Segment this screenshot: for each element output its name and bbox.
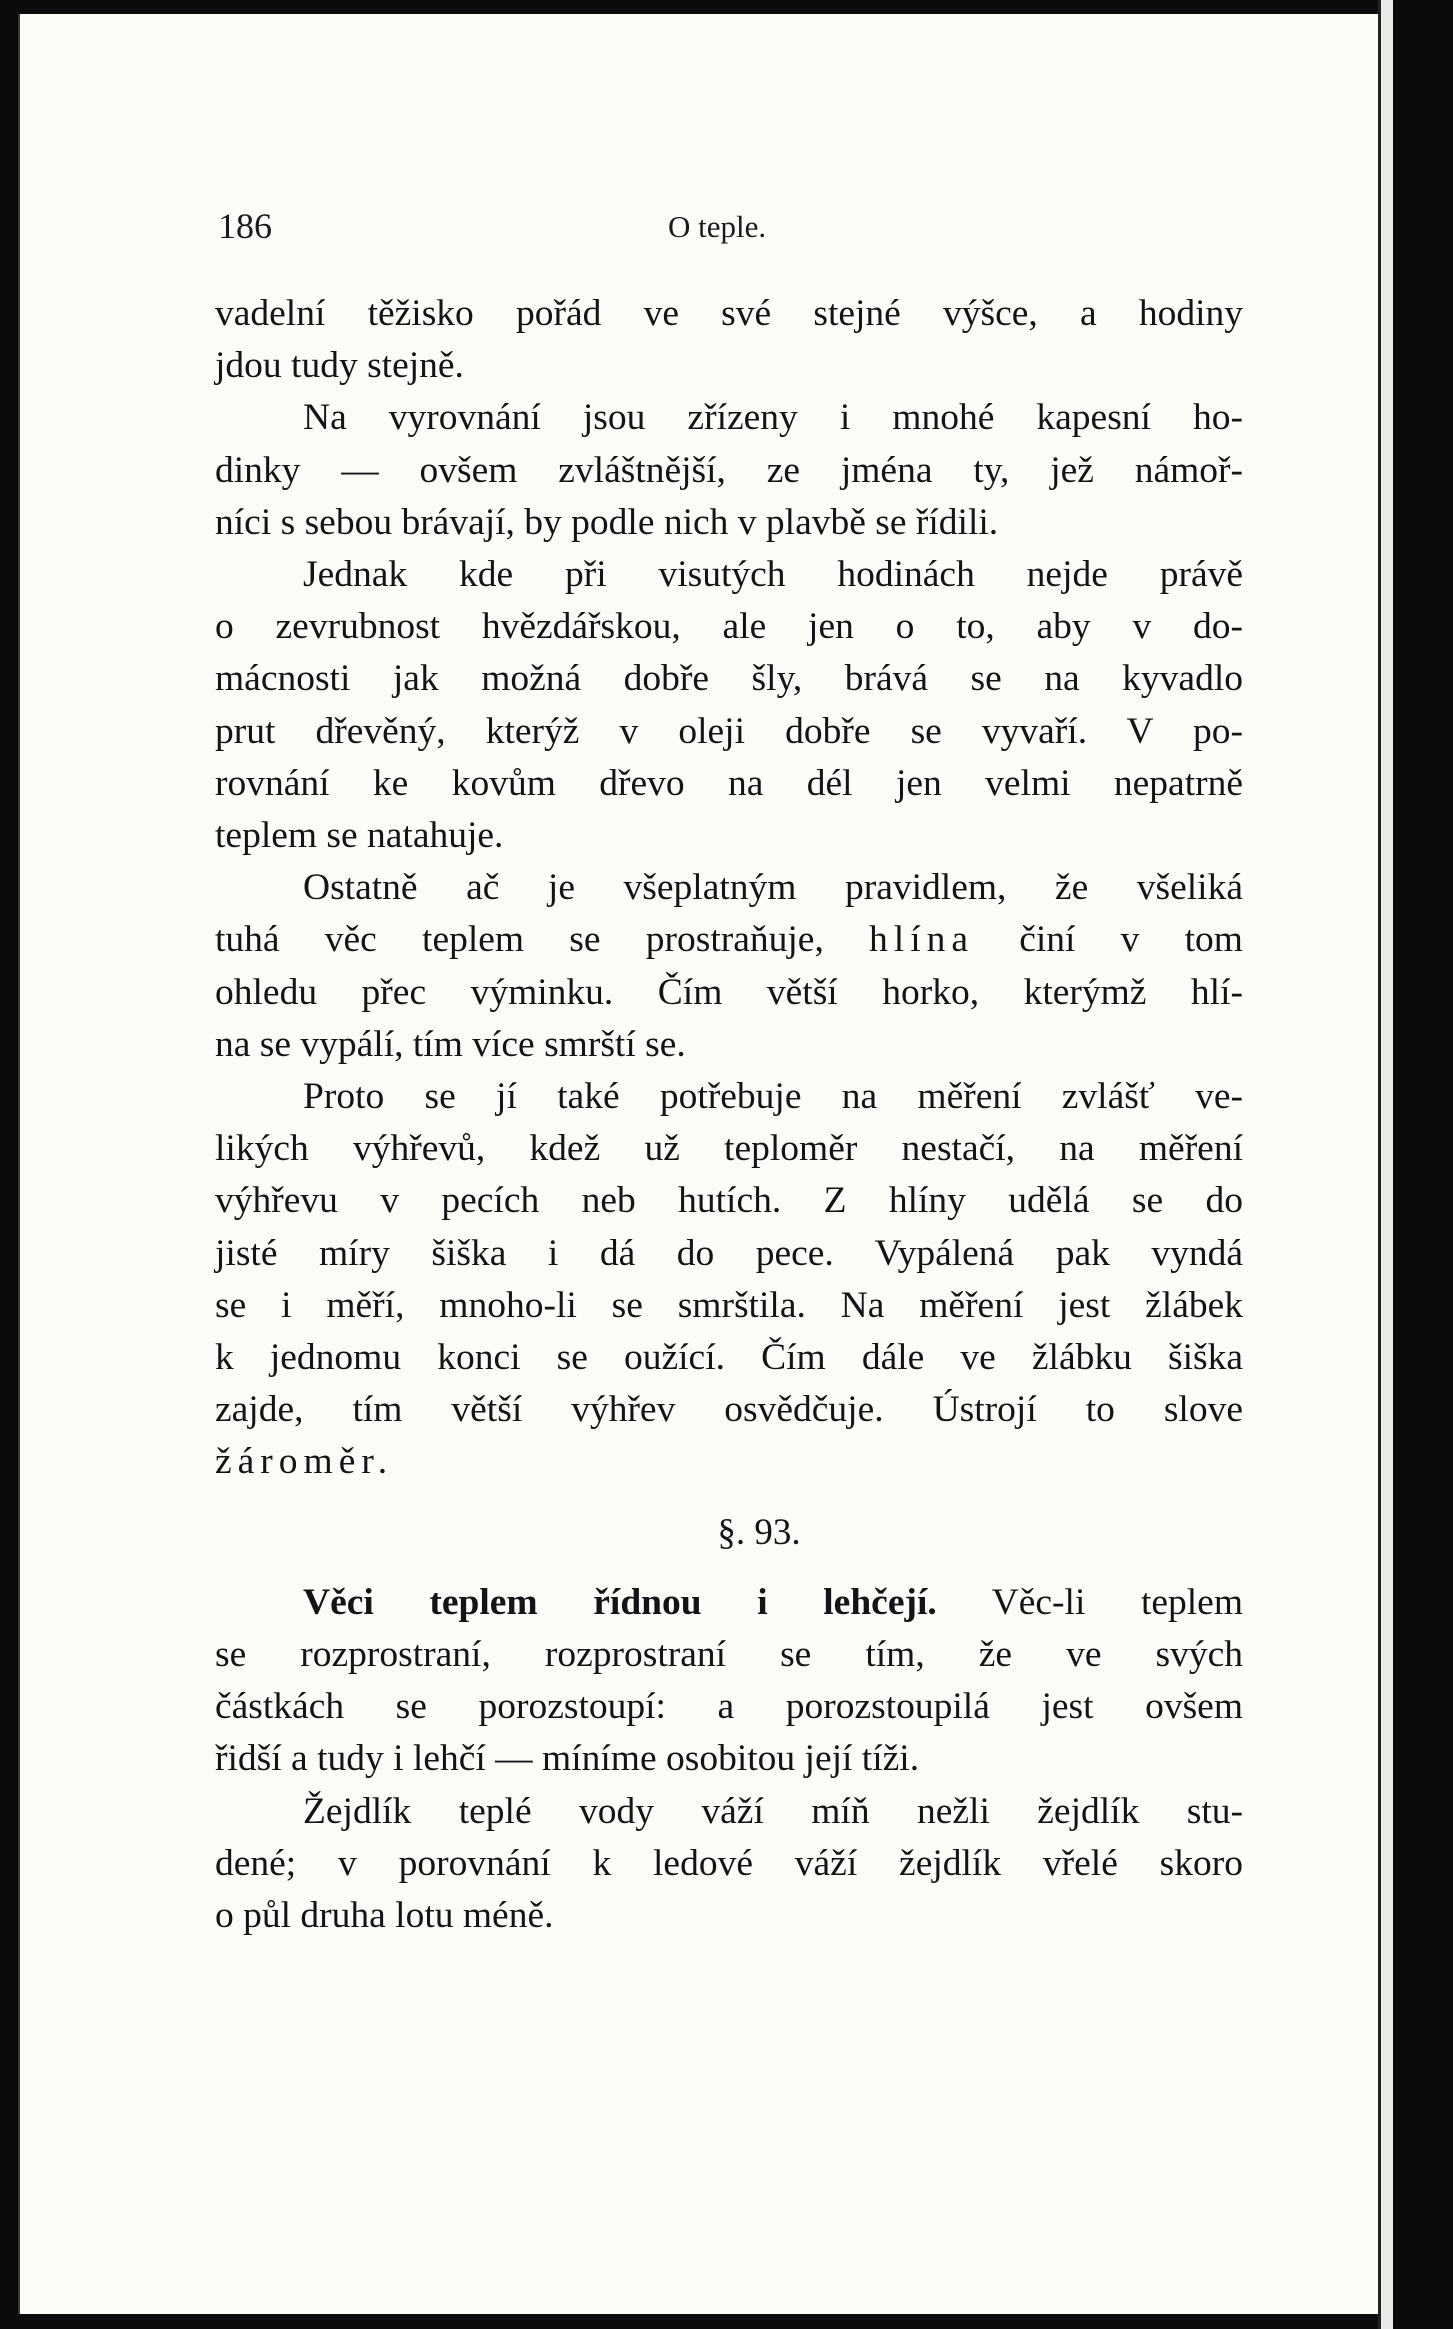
paragraph-5 [215, 1071, 1243, 1489]
text-line: ohledu přec výminku. Čím větší horko, kterýmž hlí- [215, 971, 1243, 1013]
text-line: žároměr. [215, 1441, 394, 1483]
text-line: tuhá věc teplem se prostraňuje, hlína činí v tom [215, 919, 1243, 961]
adjacent-page-edge [1378, 0, 1393, 2329]
text-line: prut dřevěný, kterýž v oleji dobře se vyvaří. V po- [215, 710, 1243, 752]
emphasized-word: hlína [869, 919, 975, 961]
section-paragraph-1 [215, 1577, 1243, 1786]
section-paragraph-2 [215, 1786, 1243, 1943]
body-text [215, 288, 1243, 1942]
page-number: 186 [218, 206, 272, 246]
section-number: §. 93. [717, 1511, 801, 1553]
text-line: Proto se jí také potřebuje na měření zvlášť ve- [303, 1076, 1243, 1118]
text-line: o půl druha lotu méně. [215, 1895, 554, 1937]
text-line: řidší a tudy i lehčí — míníme osobitou její tíži. [215, 1738, 920, 1780]
text-line: výhřevu v pecích neb hutích. Z hlíny udělá se do [215, 1180, 1243, 1222]
text-line: se i měří, mnoho-li se smrštila. Na měření jest žlábek [215, 1284, 1243, 1326]
paragraph-1 [215, 288, 1243, 392]
text-line: zajde, tím větší výhřev osvědčuje. Ústrojí to slove [215, 1389, 1243, 1431]
text-fragment: Věc-li teplem [936, 1581, 1243, 1623]
text-line [215, 1577, 1243, 1629]
running-head: O teple. [668, 209, 767, 244]
bold-lead-text: Věci teplem řídnou i lehčejí. [303, 1581, 937, 1623]
text-line: Jednak kde při visutých hodinách nejde právě [303, 554, 1243, 596]
text-line: dinky — ovšem zvláštnější, ze jména ty, jež námoř- [215, 449, 1243, 491]
text-line: Žejdlík teplé vody váží míň nežli žejdlík stu- [303, 1790, 1243, 1832]
text-line: jisté míry šiška i dá do pece. Vypálená pak vyndá [215, 1232, 1243, 1274]
text-line: níci s sebou brávají, by podle nich v plavbě se řídili. [215, 501, 999, 543]
text-line: se rozprostraní, rozprostraní se tím, že ve svých [215, 1634, 1243, 1676]
text-line: Na vyrovnání jsou zřízeny i mnohé kapesní ho- [303, 397, 1243, 439]
paragraph-2 [215, 392, 1243, 549]
page-header [218, 205, 1248, 255]
text-line: k jednomu konci se oužící. Čím dále ve žlábku šiška [215, 1337, 1243, 1379]
text-line: jdou tudy stejně. [215, 345, 464, 387]
text-line: rovnání ke kovům dřevo na dél jen velmi nepatrně [215, 762, 1243, 804]
text-line: dené; v porovnání k ledové váží žejdlík vřelé skoro [215, 1842, 1243, 1884]
text-line: částkách se porozstoupí: a porozstoupilá jest ovšem [215, 1686, 1243, 1728]
paragraph-3 [215, 549, 1243, 862]
text-line: mácnosti jak možná dobře šly, brává se na kyvadlo [215, 658, 1243, 700]
text-line: Ostatně ač je všeplatným pravidlem, že všeliká [303, 867, 1243, 909]
text-line: na se vypálí, tím více smrští se. [215, 1023, 686, 1065]
text-line: o zevrubnost hvězdářskou, ale jen o to, aby v do- [215, 606, 1243, 648]
text-line: likých výhřevů, kdež už teploměr nestačí, na měření [215, 1128, 1243, 1170]
text-line: vadelní těžisko pořád ve své stejné výšce, a hodiny [215, 293, 1243, 334]
paragraph-4 [215, 862, 1243, 1071]
text-line: teplem se natahuje. [215, 815, 504, 857]
